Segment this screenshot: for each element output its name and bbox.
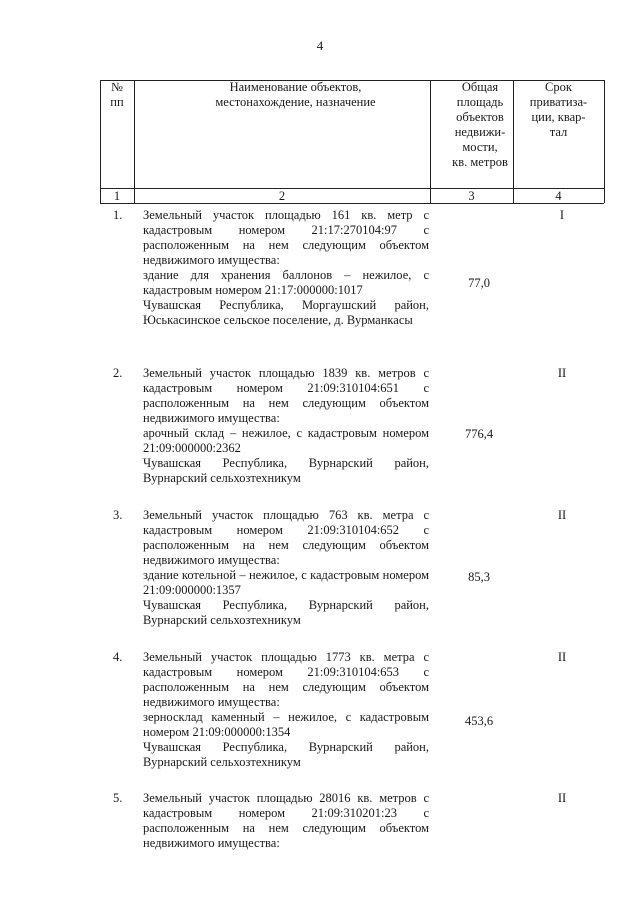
entry-term: I bbox=[559, 208, 565, 222]
entry-location: Чувашская Республика, Вурнарский район, Вурнарский сельхозтехникум bbox=[143, 740, 429, 769]
entry-area: 85,3 bbox=[468, 570, 490, 584]
entry-description bbox=[143, 208, 429, 328]
page-number: 4 bbox=[316, 38, 324, 53]
header-name: Наименование объектов, местонахождение, назначение bbox=[215, 80, 376, 109]
entry-term: II bbox=[557, 791, 567, 805]
entry-land: Земельный участок площадью 763 кв. метра с кадастровым номером 21:09:310104:652 с расположенным на нем следующим объектом недвижимого имущества: bbox=[143, 508, 429, 567]
entry-land: Земельный участок площадью 1773 кв. метра с кадастровым номером 21:09:310104:653 с расположенным на нем следующим объектом недвижимого имущества: bbox=[143, 650, 429, 709]
entry-area: 453,6 bbox=[464, 714, 494, 728]
table-border bbox=[430, 80, 431, 203]
entry-location: Чувашская Республика, Моргаушский район, Юськасинское сельское поселение, д. Вурманкасы bbox=[143, 298, 429, 327]
entry-number: 3. bbox=[113, 508, 123, 522]
table-divider bbox=[100, 203, 604, 204]
entry-location: Чувашская Республика, Вурнарский район, Вурнарский сельхозтехникум bbox=[143, 598, 429, 627]
table-border bbox=[604, 80, 605, 203]
entry-number: 5. bbox=[113, 791, 123, 805]
entry-number: 1. bbox=[113, 208, 123, 222]
entry-land: Земельный участок площадью 28016 кв. метров с кадастровым номером 21:09:310201:23 с расположенным на нем следующим объектом недвижимого имущества: bbox=[143, 791, 429, 850]
table-border bbox=[513, 80, 514, 203]
entry-building: зерносклад каменный – нежилое, с кадастровым номером 21:09:000000:1354 bbox=[143, 710, 429, 739]
entry-area: 776,4 bbox=[464, 427, 494, 441]
header-term: Срок приватиза- ции, квар- тал bbox=[529, 80, 588, 139]
entry-term: II bbox=[557, 366, 567, 380]
entry-description bbox=[143, 650, 429, 770]
entry-description bbox=[143, 366, 429, 486]
entry-description bbox=[143, 508, 429, 628]
column-number: 4 bbox=[555, 189, 562, 203]
column-number: 2 bbox=[278, 189, 286, 203]
entry-term: II bbox=[557, 508, 567, 522]
entry-building: арочный склад – нежилое, с кадастровым номером 21:09:000000:2362 bbox=[143, 426, 429, 455]
entry-number: 4. bbox=[113, 650, 123, 664]
entry-land: Земельный участок площадью 1839 кв. метров с кадастровым номером 21:09:310104:651 с расположенным на нем следующим объектом недвижимого имущества: bbox=[143, 366, 429, 425]
entry-building: здание для хранения баллонов – нежилое, с кадастровым номером 21:17:000000:1017 bbox=[143, 268, 429, 297]
column-number: 1 bbox=[113, 189, 121, 203]
table-border bbox=[134, 80, 135, 203]
table-header bbox=[100, 80, 604, 188]
column-number-row bbox=[100, 189, 604, 203]
entry-term: II bbox=[557, 650, 567, 664]
column-number: 3 bbox=[468, 189, 475, 203]
entry-land: Земельный участок площадью 161 кв. метр с кадастровым номером 21:17:270104:97 с расположенным на нем следующим объектом недвижимого имущества: bbox=[143, 208, 429, 267]
header-area: Общая площадь объектов недвижи- мости, кв. метров bbox=[452, 80, 508, 169]
entry-area: 77,0 bbox=[468, 276, 490, 290]
entry-location: Чувашская Республика, Вурнарский район, Вурнарский сельхозтехникум bbox=[143, 456, 429, 485]
header-num: № пп bbox=[110, 80, 124, 109]
entry-number: 2. bbox=[113, 366, 123, 380]
entry-description bbox=[143, 791, 429, 851]
table-border bbox=[100, 80, 101, 203]
entry-building: здание котельной – нежилое, с кадастровым номером 21:09:000000:1357 bbox=[143, 568, 429, 597]
